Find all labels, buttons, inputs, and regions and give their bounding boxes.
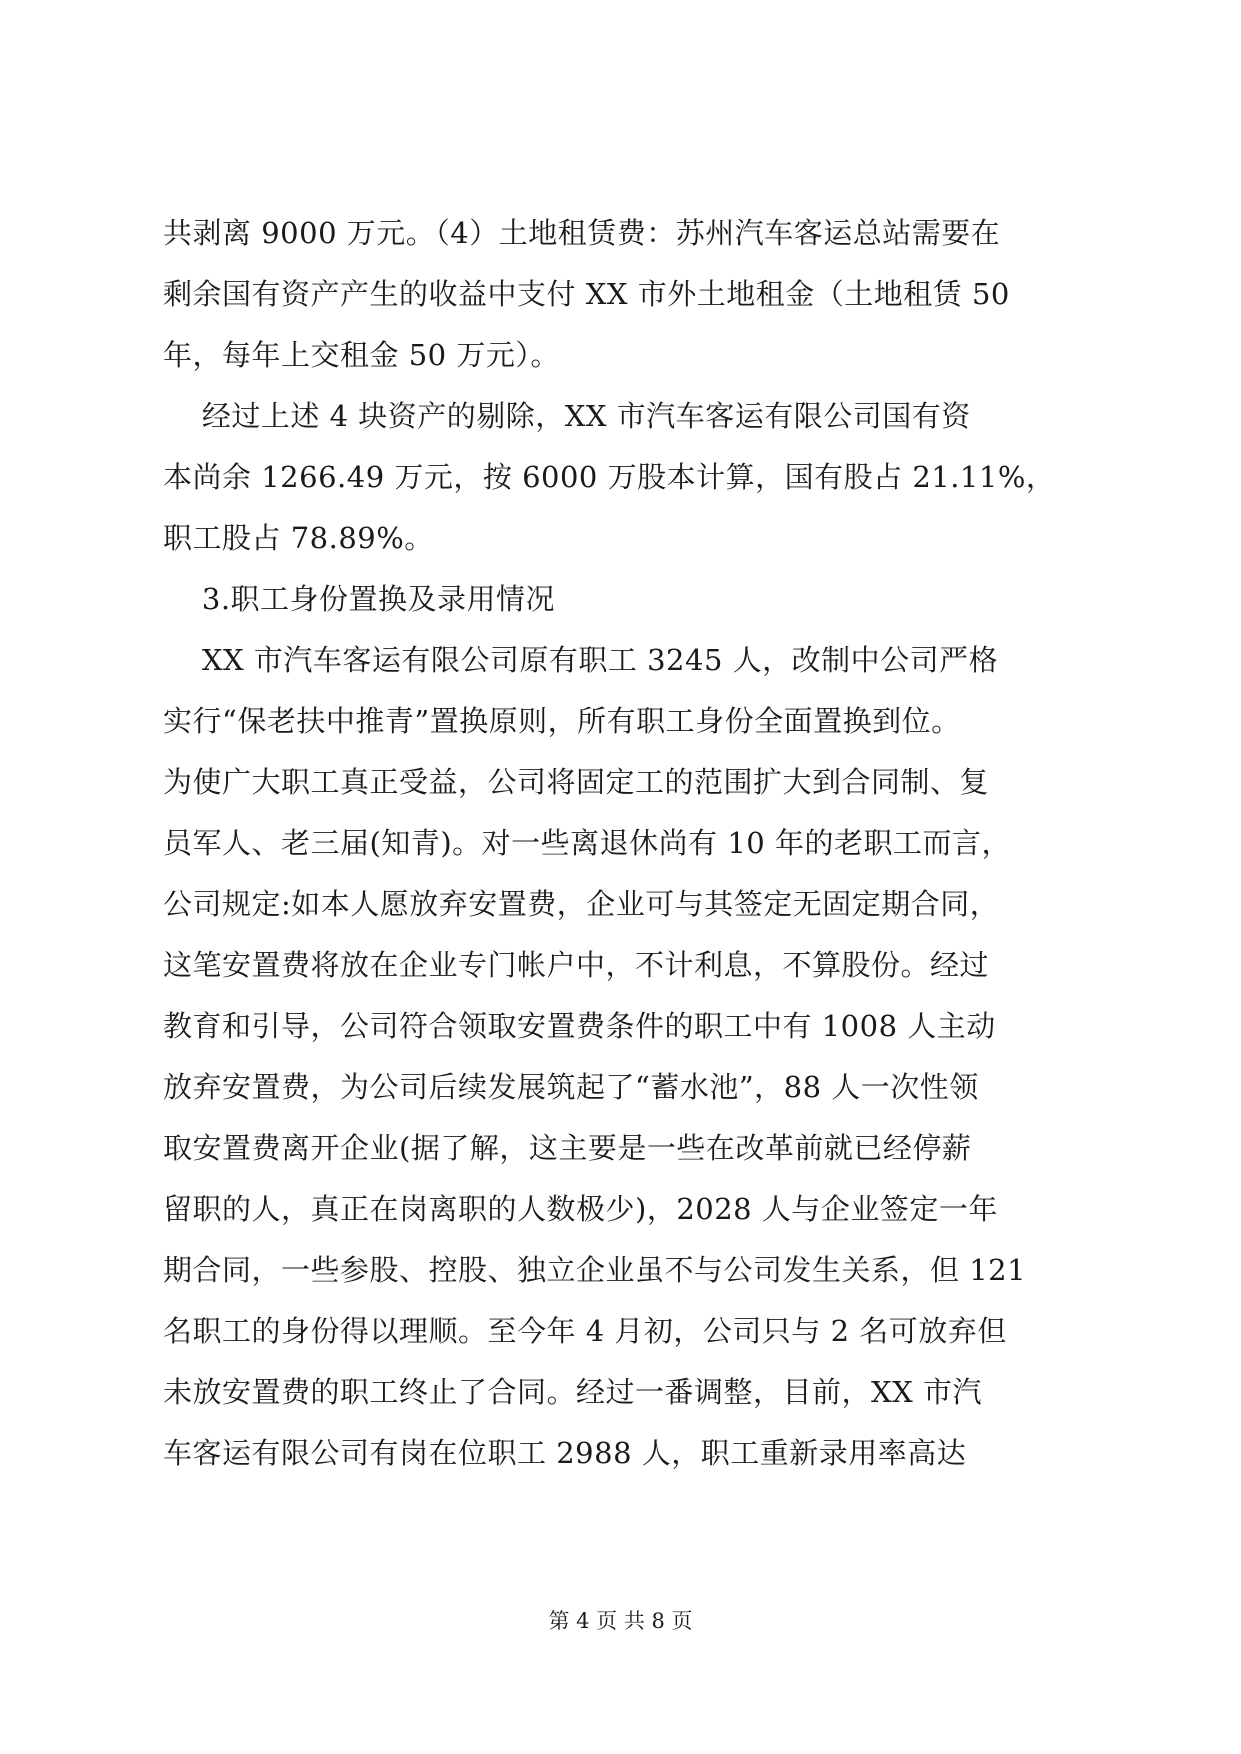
text-line: 这笔安置费将放在企业专门帐户中，不计利息，不算股份。经过: [163, 948, 990, 982]
section-heading: 3.职工身份置换及录用情况: [163, 582, 556, 616]
text-line: 未放安置费的职工终止了合同。经过一番调整，目前，XX 市汽: [163, 1375, 983, 1409]
text-line: 经过上述 4 块资产的剔除，XX 市汽车客运有限公司国有资: [163, 399, 971, 433]
text-line: 职工股占 78.89%。: [163, 521, 434, 555]
text-line: 车客运有限公司有岗在位职工 2988 人，职工重新录用率高达: [163, 1436, 967, 1470]
text-line: 取安置费离开企业(据了解，这主要是一些在改革前就已经停薪: [163, 1131, 972, 1165]
text-line: 员军人、老三届(知青)。对一些离退休尚有 10 年的老职工而言，: [163, 826, 1011, 860]
text-line: 名职工的身份得以理顺。至今年 4 月初，公司只与 2 名可放弃但: [163, 1314, 1007, 1348]
text-line: 留职的人，真正在岗离职的人数极少)，2028 人与企业签定一年: [163, 1192, 998, 1226]
text-line: 剩余国有资产产生的收益中支付 XX 市外土地租金（土地租赁 50: [163, 277, 1010, 311]
text-line: 放弃安置费，为公司后续发展筑起了“蓄水池”，88 人一次性领: [163, 1070, 979, 1104]
text-line: 实行“保老扶中推青”置换原则，所有职工身份全面置换到位。: [163, 704, 961, 738]
text-line: XX 市汽车客运有限公司原有职工 3245 人，改制中公司严格: [163, 643, 999, 677]
body-text: [163, 203, 1083, 1484]
text-line: 共剥离 9000 万元。（4）土地租赁费：苏州汽车客运总站需要在: [163, 216, 1001, 250]
text-line: 为使广大职工真正受益，公司将固定工的范围扩大到合同制、复: [163, 765, 990, 799]
page-number-footer: 第 4 页 共 8 页: [548, 1609, 693, 1633]
text-line: 教育和引导，公司符合领取安置费条件的职工中有 1008 人主动: [163, 1009, 996, 1043]
text-line: 本尚余 1266.49 万元，按 6000 万股本计算，国有股占 21.11%，: [163, 460, 1056, 494]
text-line: 年，每年上交租金 50 万元）。: [163, 338, 560, 372]
text-line: 公司规定:如本人愿放弃安置费，企业可与其签定无固定期合同，: [163, 887, 1000, 921]
text-line: 期合同，一些参股、控股、独立企业虽不与公司发生关系，但 121: [163, 1253, 1027, 1287]
